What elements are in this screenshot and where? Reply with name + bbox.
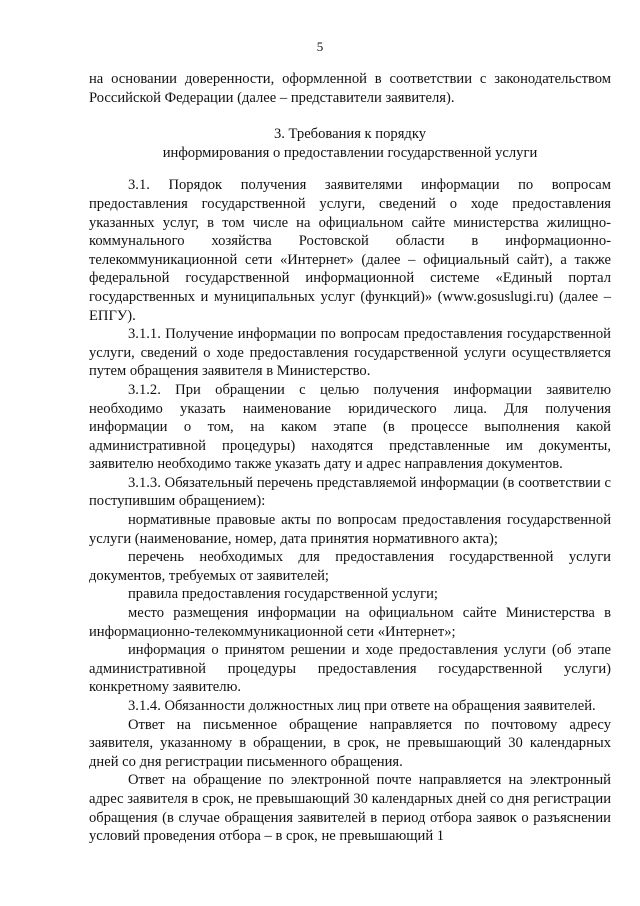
paragraph-3-1-2: 3.1.2. При обращении с целью получения информации заявителю необходимо указать наименование юридического лица. Для получения информации о том, на каком этапе (в процессе выполнения какой административной процедуры) находятся представленные им документы, заявителю необходимо также указать дату и адрес направления документов.	[89, 381, 611, 473]
document-body	[89, 70, 611, 846]
paragraph-3-1-3: 3.1.3. Обязательный перечень представляемой информации (в соответствии с поступившим обращением):	[89, 474, 611, 510]
page-number: 5	[316, 39, 324, 54]
paragraph-written-reply: Ответ на письменное обращение направляется по почтовому адресу заявителя, указанному в обращении, в срок, не превышающий 30 календарных дней со дня регистрации письменного обращения.	[89, 716, 611, 770]
list-item-decision-info: информация о принятом решении и ходе предоставления услуги (об этапе административной процедуры предоставления государственной услуги) конкретному заявителю.	[89, 642, 611, 696]
list-item-rules: правила предоставления государственной услуги;	[128, 586, 438, 603]
paragraph-3-1-1: 3.1.1. Получение информации по вопросам предоставления государственной услуги, сведений о ходе предоставления государственной услуги осуществляется путем обращения заявителя в Министерство.	[89, 326, 611, 380]
section-heading-line-2: информирования о предоставлении государственной услуги	[162, 144, 538, 161]
intro-paragraph: на основании доверенности, оформленной в соответствии с законодательством Российской Федерации (далее – представители заявителя).	[89, 71, 611, 106]
paragraph-3-1: 3.1. Порядок получения заявителями информации по вопросам предоставления государственной услуги, сведений о ходе предоставления указанных услуг, в том числе на официальном сайте министерства жилищно-коммунального хозяйства Ростовской области в информационно-телекоммуникационной сети «Интернет» (далее – официальный сайт), а также федеральной государственной информационной системе «Единый портал государственных и муниципальных услуг (функций)» (www.gosuslugi.ru) (далее – ЕПГУ).	[89, 177, 611, 324]
list-item-documents: перечень необходимых для предоставления государственной услуги документов, требуемых от заявителей;	[89, 549, 611, 584]
paragraph-email-reply: Ответ на обращение по электронной почте направляется на электронный адрес заявителя в срок, не превышающий 30 календарных дней со дня регистрации обращения (в случае обращения заявителей в период отбора заявок о разъяснении условий проведения отбора – в срок, не превышающий 1	[89, 772, 611, 845]
section-heading	[89, 125, 611, 162]
section-heading-line-1: 3. Требования к порядку	[273, 126, 427, 143]
list-item-normative-acts: нормативные правовые акты по вопросам предоставления государственной услуги (наименование, номер, дата принятия нормативного акта);	[89, 512, 611, 547]
paragraph-3-1-4: 3.1.4. Обязанности должностных лиц при ответе на обращения заявителей.	[128, 698, 596, 714]
list-item-website-info: место размещения информации на официальном сайте Министерства в информационно-телекоммуникационной сети «Интернет»;	[89, 605, 611, 640]
